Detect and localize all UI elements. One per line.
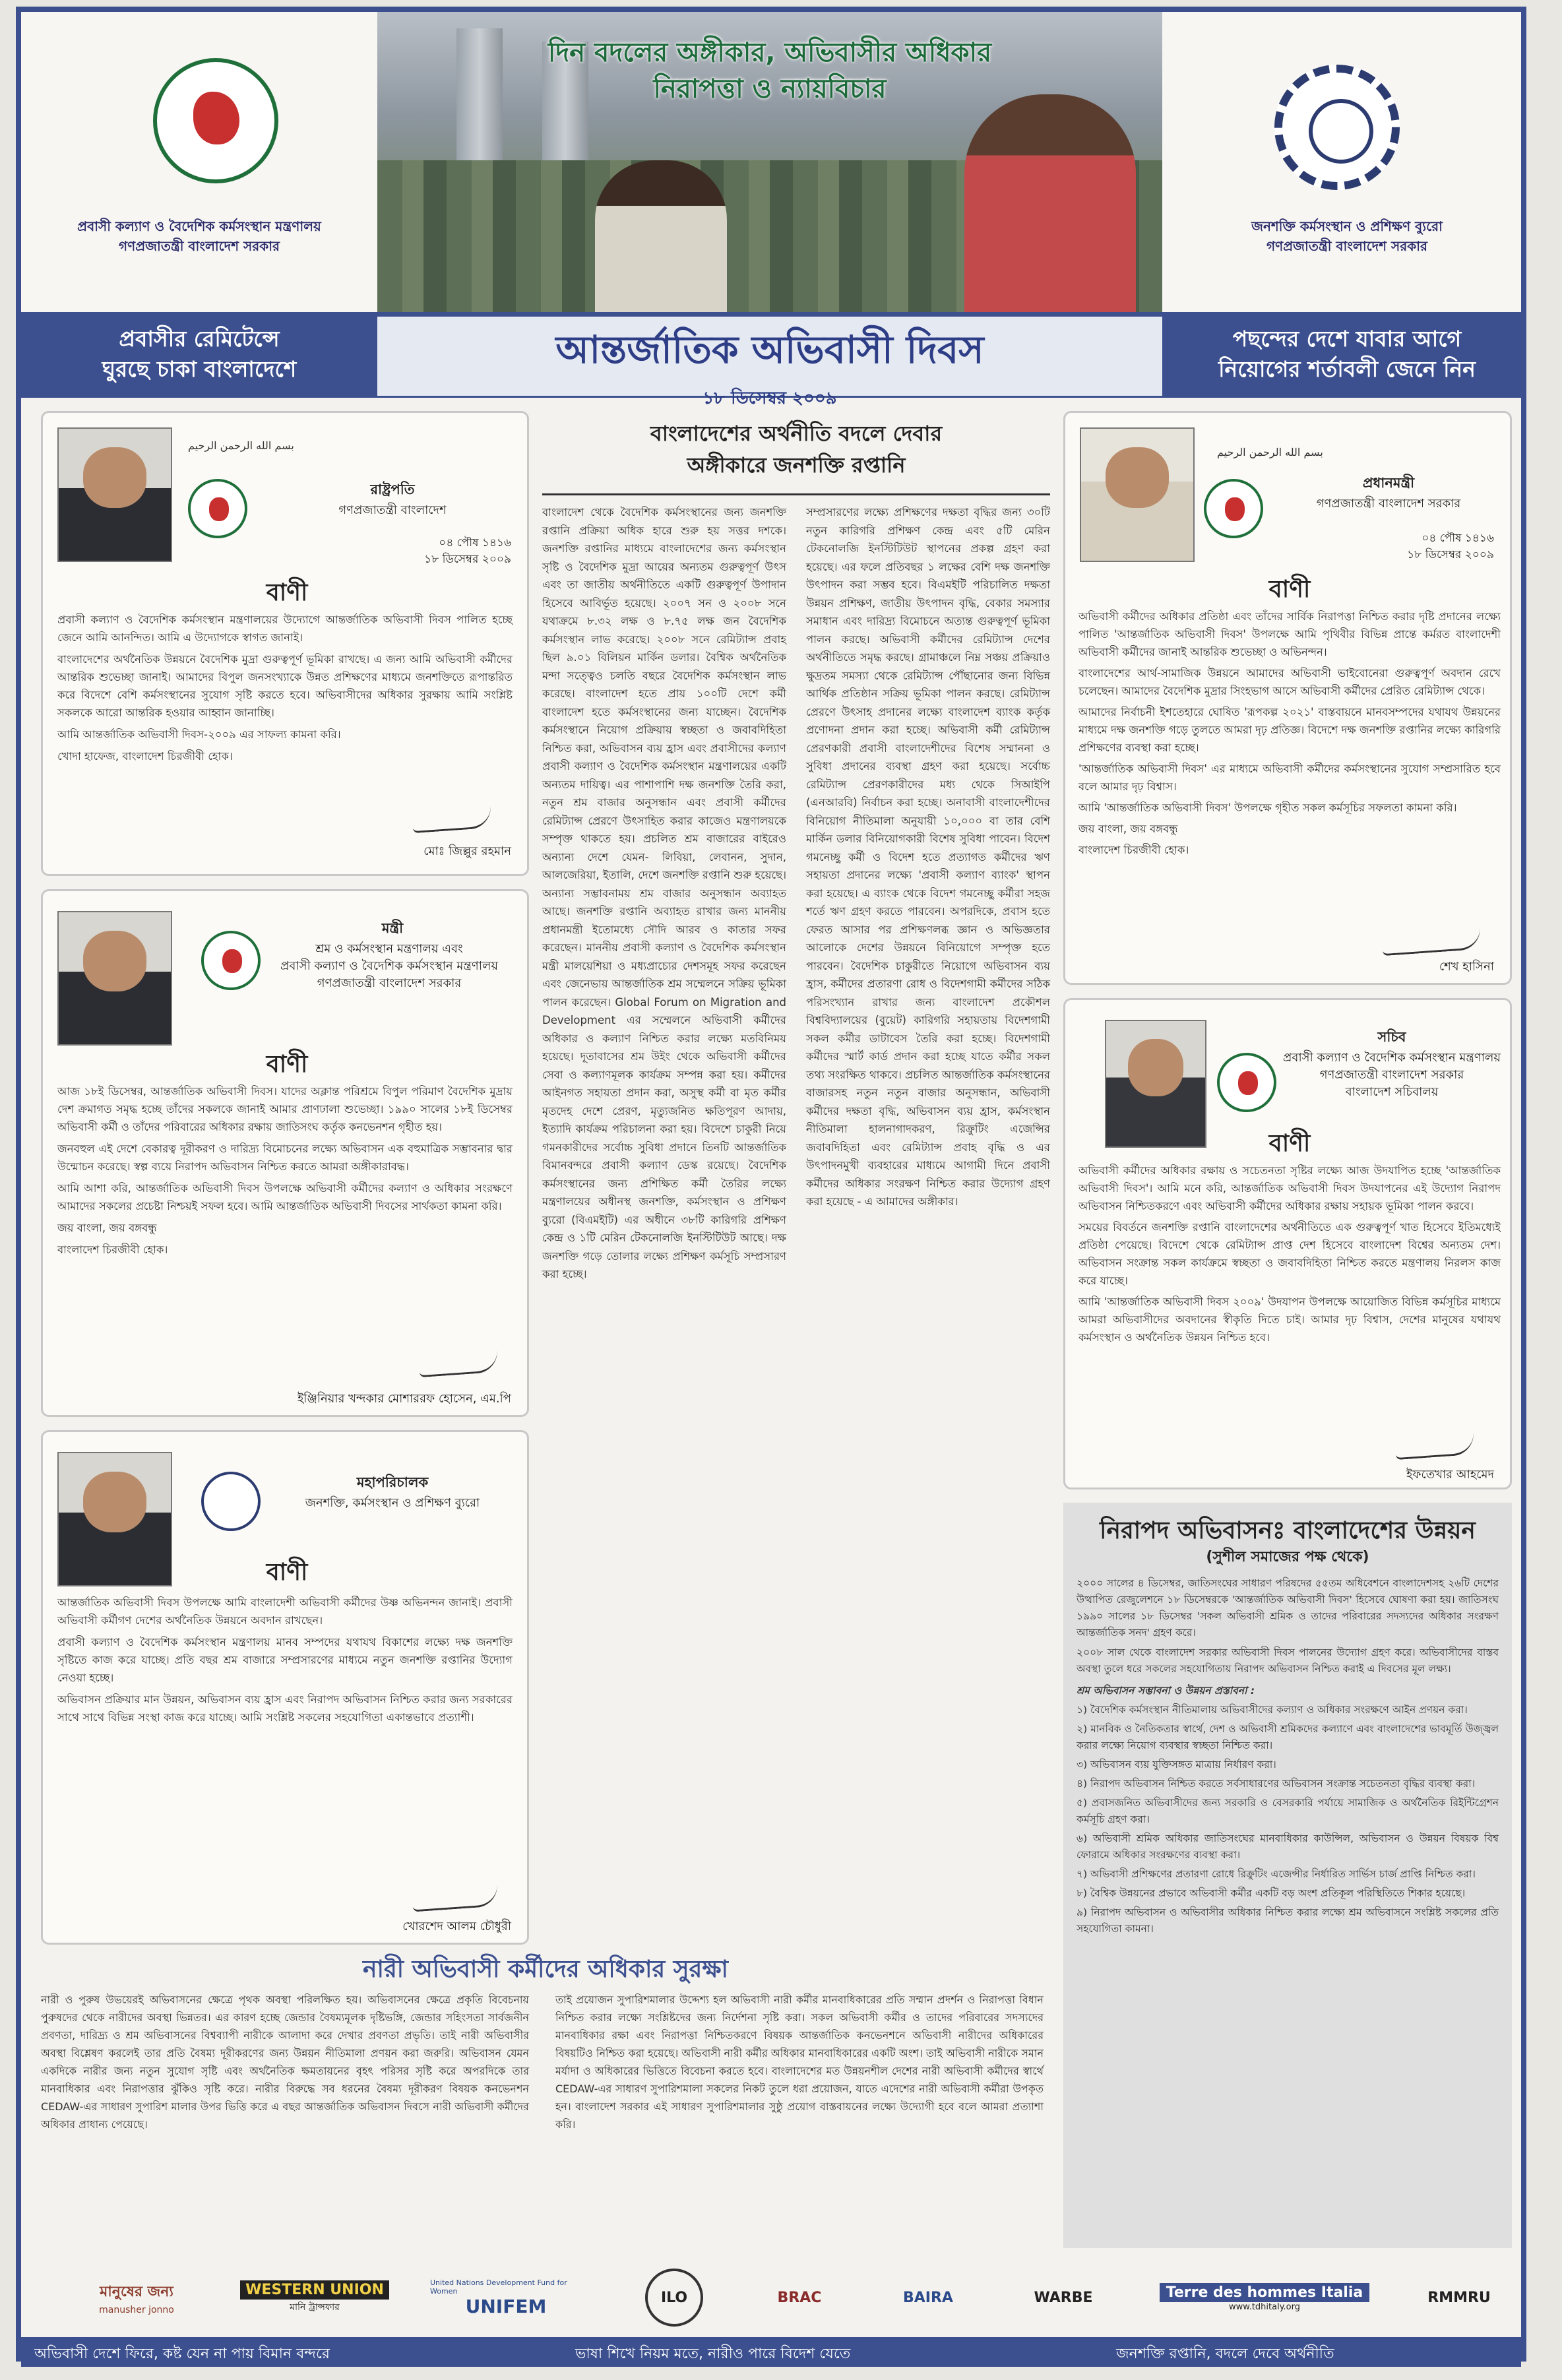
- signature-mark: [1381, 927, 1482, 956]
- footer-slogans: [21, 2337, 1521, 2367]
- advertisement-page: [16, 7, 1526, 2362]
- logo-brac: BRAC: [777, 2289, 822, 2306]
- minister-org: শ্রম ও কর্মসংস্থান মন্ত্রণালয় এবং প্রবাসী কল্যাণ ও বৈদেশিক কর্মসংস্থান মন্ত্রণালয় গণপ্রজাতন্ত্রী বাংলাদেশ সরকার: [280, 942, 498, 990]
- message-heading: বাণী: [266, 579, 308, 606]
- women-rights-right: তাই প্রয়োজন সুপারিশমালার উদ্দেশ্য হল অভিবাসী নারী কর্মীর মানবাধিকারের প্রতি সম্মান প্রদর্শন ও নিরাপত্তা বিধান নিশ্চিত করার লক্ষ্যে সংশ্লিষ্টদের জন্য নির্দেশনা সৃষ্টি করা। সকল অভিবাসী কর্মীর ও তাদের পরিবারের সদস্যদের মানবাধিকার রক্ষা এবং নিরাপত্তা নিশ্চিতকরণে বিষয়ক আন্তর্জাতিক কনভেনশনে অভিবাসী নারীদের অধিকারের বিষয়টিও নিশ্চিত করা হয়েছে। অভিবাসী নারী কর্মীর অধিকার মানবাধিকারের একটি অংশ। তাই অভিবাসী নারীকে সমান মর্যাদা ও অধিকারের ভিত্তিতে বিবেচনা করতে হবে। বাংলাদেশের মত উন্নয়নশীল দেশের নারী অভিবাসী কর্মীদের স্বার্থে CEDAW-এর সাধারণ সুপারিশমালা সকলের নিকট তুলে ধরা প্রয়োজন, যাতে এদেশের নারী অভিবাসী কর্মীরা উপকৃত হন। বাংলাদেশ সরকার এই সাধারণ সুপারিশমালার সুষ্ঠু প্রয়োগ বাস্তবায়নের লক্ষ্যে উদ্যোগী হবে বলে আমরা প্রত্যাশা করি।: [555, 1993, 1044, 2131]
- pm-body: অভিবাসী কর্মীদের অধিকার প্রতিষ্ঠা এবং তাঁদের সার্বিক নিরাপত্তা নিশ্চিত করার দৃষ্টি প্রদানের লক্ষ্যে পালিত 'আন্তর্জাতিক অভিবাসী দিবস' উপলক্ষে আমি পৃথিবীর বিভিন্ন প্রান্তে কর্মরত বাংলাদেশী অভিবাসী কর্মীদের জানাই আন্তরিক শুভেচ্ছা ও অভিনন্দন। বাংলাদেশের আর্থ-সামাজিক উন্নয়নে আমাদের অভিবাসী ভাইবোনেরা গুরুত্বপূর্ণ অবদান রেখে চলেছেন। আমাদের বৈদেশিক মুদ্রার সিংহভাগ আসে অভিবাসী কর্মীদের প্রেরিত রেমিট্যান্স থেকে। আমাদের নির্বাচনী ইশতেহারে ঘোষিত 'রূপকল্প ২০২১' বাস্তবায়নে মানবসম্পদের যথাযথ উন্নয়নের মাধ্যমে দক্ষ জনশক্তি গড়ে তুলতে আমরা দৃঢ় প্রতিজ্ঞ। বিদেশে দক্ষ জনশক্তি রপ্তানির লক্ষ্যে কারিগরি প্রশিক্ষণের ব্যবস্থা করা হচ্ছে। 'আন্তর্জাতিক অভিবাসী দিবস' এর মাধ্যমে অভিবাসী কর্মীদের কর্মসংস্থানের সুযোগ সম্প্রসারিত হবে বলে আমার দৃঢ় বিশ্বাস। আমি 'আন্তর্জাতিক অভিবাসী দিবস' উপলক্ষে গৃহীত সকল কর্মসূচির সফলতা কামনা করি। জয় বাংলা, জয় বঙ্গবন্ধু বাংলাদেশ চিরজীবী হোক।: [1078, 610, 1501, 856]
- safe-migration-box: [1063, 1503, 1512, 2248]
- director-general-message: [41, 1430, 529, 1945]
- signature-mark: [418, 1350, 499, 1377]
- secretary-body: অভিবাসী কর্মীদের অধিকার রক্ষায় ও সচেতনতা সৃষ্টির লক্ষ্যে আজ উদযাপিত হচ্ছে 'আন্তর্জাতিক অভিবাসী দিবস'। আমি মনে করি, আন্তর্জাতিক অভিবাসী দিবস উদযাপনের এই উদ্যোগ নিরাপদ অভিবাসন নিশ্চিতকরণে এবং অভিবাসী কর্মীদের অধিকার রক্ষায় সহায়ক ভূমিকা পালন করবে। সময়ের বিবর্তনে জনশক্তি রপ্তানি বাংলাদেশের অর্থনীতিতে এক গুরুত্বপূর্ণ খাত হিসেবে ইতিমধ্যেই প্রতিষ্ঠা পেয়েছে। বিদেশে থেকে রেমিট্যান্স প্রাপ্ত দেশ হিসেবে বাংলাদেশ বিশ্বের অন্যতম দেশ। অভিবাসন সংক্রান্ত সকল কার্যক্রমে স্বচ্ছতা ও জবাবদিহিতা নিশ্চিত করতে মন্ত্রণালয় নিরলস কাজ করে যাচ্ছে। আমি 'আন্তর্জাতিক অভিবাসী দিবস ২০০৯' উদযাপন উপলক্ষে আয়োজিত বিভিন্ন কর্মসূচির মাধ্যমে আমরা অভিবাসীদের অবদানের স্বীকৃতি দিতে চাই। আমার দৃঢ় বিশ্বাস, দেশের মানুষের যথাযথ কর্মসংস্থান ও অর্থনৈতিক উন্নয়ন নিশ্চিত হবে।: [1078, 1164, 1501, 1344]
- footer-slogan-center: ভাষা শিখে নিয়ম মতে, নারীও পারে বিদেশ যেতে: [575, 2346, 851, 2362]
- safe-migration-subtitle: (সুশীল সমাজের পক্ষ থেকে): [1206, 1549, 1369, 1565]
- signature-mark: [412, 806, 492, 833]
- minister-role: মন্ত্রী: [381, 920, 404, 936]
- demand-item: ৮) বৈশ্বিক উন্নয়নের প্রভাবে অভিবাসী কর্মীর একটি বড় অংশ প্রতিকূল পরিস্থিতিতে শিকার হয়েছে।: [1077, 1887, 1466, 1899]
- logo-unifem: United Nations Development Fund for Women UNIFEM: [430, 2278, 567, 2317]
- right-bureau: জনশক্তি কর্মসংস্থান ও প্রশিক্ষণ ব্যুরো গণপ্রজাতন্ত্রী বাংলাদেশ সরকার: [1251, 218, 1443, 254]
- women-rights-title: নারী অভিবাসী কর্মীদের অধিকার সুরক্ষা: [363, 1956, 728, 1983]
- logo-manusher-jonno: মানুষের জন্য manusher jonno: [99, 2283, 174, 2315]
- header-photo: [377, 12, 1162, 312]
- dg-signature: খোরশেদ আলম চৌধুরী: [402, 1920, 511, 1933]
- pm-date: ০৪ পৌষ ১৪১৬ ১৮ ডিসেম্বর ২০০৯: [1407, 532, 1494, 561]
- women-rights-section: [41, 1951, 1050, 2255]
- president-body: প্রবাসী কল্যাণ ও বৈদেশিক কর্মসংস্থান মন্ত্রণালয়ের উদ্যোগে আন্তর্জাতিক অভিবাসী দিবস পালিত হচ্ছে জেনে আমি আনন্দিত। আমি এ উদ্যোগকে স্বাগত জানাই। বাংলাদেশের অর্থনৈতিক উন্নয়নে বৈদেশিক মুদ্রা গুরুত্বপূর্ণ ভূমিকা রাখছে। এ জন্য আমি অভিবাসী কর্মীদের আন্তরিক শুভেচ্ছা জানাই। আমাদের বিপুল জনসংখ্যাকে উন্নত প্রশিক্ষণের মাধ্যমে জনশক্তিতে রূপান্তরিত করে বিদেশে বেশি কর্মসংস্থানের সুযোগ সৃষ্টি করতে হবে। অভিবাসীদের অধিকার সুরক্ষায় আমি সংশ্লিষ্ট সকলকে আরো আন্তরিক হওয়ার আহ্বান জানাচ্ছি। আমি আন্তর্জাতিক অভিবাসী দিবস-২০০৯ এর সাফল্য কামনা করি। খোদা হাফেজ, বাংলাদেশ চিরজীবী হোক।: [57, 613, 513, 763]
- demand-item: ৯) নিরাপদ অভিবাসন ও অভিবাসীর অধিকার নিশ্চিত করার লক্ষ্যে শ্রম অভিবাসনে সংশ্লিষ্ট সকলের প্রতি সহযোগিতা কামনা।: [1077, 1906, 1499, 1935]
- president-message: [41, 411, 529, 876]
- center-article: [542, 411, 1050, 1941]
- safe-migration-body: ২০০০ সালের ৪ ডিসেম্বর, জাতিসংঘের সাধারণ পরিষদের ৫৫তম অধিবেশনে বাংলাদেশসহ ২৬টি দেশের উত্থাপিত রেজুলেশনে ১৮ ডিসেম্বরকে 'আন্তর্জাতিক অভিবাসী দিবস' হিসেবে ঘোষণা করা হয়। জাতিসংঘ ১৯৯০ সালের ১৮ ডিসেম্বর 'সকল অভিবাসী শ্রমিক ও তাদের পরিবারের সদস্যদের অধিকার সংরক্ষণ আন্তর্জাতিক সনদ' গ্রহণ করে। ২০০৮ সাল থেকে বাংলাদেশ সরকার অভিবাসী দিবস পালনের উদ্যোগ গ্রহণ করে। অভিবাসীদের বাস্তব অবস্থা তুলে ধরে সকলের সহযোগিতায় নিরাপদ অভিবাসন নিশ্চিত করাই এ দিবসের মূল লক্ষ্য। শ্রম অভিবাসন সম্ভাবনা ও উন্নয়ন প্রস্তাবনা : ১) বৈদেশিক কর্মসংস্থান নীতিমালায় অভিবাসীদের কল্যাণ ও অধিকার সংরক্ষণে আইন প্রণয়ন করা। ২) মানবিক ও নৈতিকতার স্বার্থে, দেশ ও অভিবাসী শ্রমিকদের কল্যাণে এবং বাংলাদেশের ভাবমূর্তি উজ্জ্বল করার লক্ষ্যে নিয়োগ ব্যবস্থার স্বচ্ছতা নিশ্চিত করা। ৩) অভিবাসন ব্যয় যুক্তিসঙ্গত মাত্রায় নির্ধারণ করা। ৪) নিরাপদ অভিবাসন নিশ্চিত করতে সর্বসাধারণের অভিবাসন সংক্রান্ত সচেতনতা বৃদ্ধির ব্যবস্থা করা। ৫) প্রবাসজনিত অভিবাসীদের জন্য সরকারি ও বেসরকারি পর্যায়ে সামাজিক ও অর্থনৈতিক রিইন্টিগ্রেশন কর্মসূচি গ্রহণ করা। ৬) অভিবাসী শ্রমিক অধিকার জাতিসংঘের মানবাধিকার কাউন্সিল, অভিবাসন ও উন্নয়ন বিষয়ক বিশ্ব ফোরামে অধিকার সংরক্ষণের ব্যবস্থা করা। ৭) অভিবাসী প্রশিক্ষণের প্রতারণা রোধে রিক্রুটিং এজেন্সীর নির্ধারিত সার্ভিস চার্জ প্রাপ্তি নিশ্চিত করা। ৮) বৈশ্বিক উন্নয়নের প্রভাবে অভিবাসী কর্মীর একটি বড় অংশ প্রতিকূল পরিস্থিতিতে শিকার হয়েছে। ৯) নিরাপদ অভিবাসন ও অভিবাসীর অধিকার নিশ্চিত করার লক্ষ্যে শ্রম অভিবাসনে সংশ্লিষ্ট সকলের প্রতি সহযোগিতা কামনা।: [1077, 1575, 1499, 1940]
- article-title: বাংলাদেশের অর্থনীতি বদলে দেবার অঙ্গীকারে জনশক্তি রপ্তানি: [650, 421, 943, 478]
- state-emblem-icon: [188, 479, 247, 538]
- pm-role: প্রধানমন্ত্রী: [1362, 475, 1415, 491]
- logo-ilo: ILO: [628, 2271, 720, 2324]
- prime-minister-message: [1063, 411, 1512, 985]
- president-org: গণপ্রজাতন্ত্রী বাংলাদেশ: [338, 503, 447, 517]
- logo-warbe: WARBE: [1034, 2289, 1093, 2306]
- banner-left-slogan: প্রবাসীর রেমিটেন্সে ঘুরছে চাকা বাংলাদেশে: [102, 326, 297, 382]
- event-date: ১৮ ডিসেম্বর ২০০৯: [703, 389, 837, 408]
- government-seal: [153, 58, 278, 183]
- safe-migration-title: নিরাপদ অভিবাসনঃ বাংলাদেশের উন্নয়ন: [1100, 1517, 1476, 1544]
- minister-portrait: [57, 911, 172, 1046]
- dg-org: জনশক্তি, কর্মসংস্থান ও প্রশিক্ষণ ব্যুরো: [305, 1496, 480, 1510]
- demand-item: ৩) অভিবাসন ব্যয় যুক্তিসঙ্গত মাত্রায় নির্ধারণ করা।: [1077, 1759, 1276, 1770]
- article-column-2: সম্প্রসারণের লক্ষ্যে প্রশিক্ষণের দক্ষতা বৃদ্ধির জন্য ৩০টি নতুন কারিগরি প্রশিক্ষণ কেন্দ্র এবং ৫টি মেরিন টেকনোলজি ইনস্টিটিউট স্থাপনের প্রকল্প গ্রহণ করা হয়েছে। এর ফলে প্রতিবছর ১ লক্ষের বেশি দক্ষ জনশক্তি উৎপাদন করা সম্ভব হবে। বিএমইটি পরিচালিত দক্ষতা উন্নয়ন প্রশিক্ষণ, জাতীয় উৎপাদন বৃদ্ধি, বেকার সমস্যার সমাধান এবং দারিদ্র্য বিমোচনে অত্যন্ত গুরুত্বপূর্ণ ভূমিকা পালন করছে। অভিবাসী কর্মীদের রেমিট্যান্স দেশের অর্থনীতিতে সমৃদ্ধ করছে। গ্রামাঞ্চলে নিম্ন সঞ্চয় প্রক্রিয়াও ক্ষুদ্রতম সমস্যা থেকে রেমিট্যান্স পৌঁছানোর জন্য বিভিন্ন আর্থিক প্রতিষ্ঠান সক্রিয় ভূমিকা পালন করছে। রেমিট্যান্স প্রেরণে উৎসাহ প্রদানের লক্ষ্যে বাংলাদেশ ব্যাংক কর্তৃক প্রণোদনা প্রদান করা হচ্ছে। অভিবাসী কর্মী রেমিট্যান্স প্রেরণকারী প্রবাসী বাংলাদেশীদের বিশেষ সম্মাননা ও সুবিধা প্রদানের ব্যবস্থা গ্রহণ করা হয়েছে। সর্বোচ্চ রেমিট্যান্স প্রেরণকারীদের মধ্য থেকে সিআইপি (এনআরবি) নির্বাচন করা হচ্ছে। অনাবাসী বাংলাদেশীদের বিনিয়োগ নীতিমালা অনুযায়ী ১০,০০০ বা তার বেশি মার্কিন ডলার বিনিয়োগকারী বিশেষ সুবিধা পাবেন। বিদেশ গমনেচ্ছু কর্মী ও বিদেশ হতে প্রত্যাগত কর্মীদের ঋণ সহায়তা প্রদানের লক্ষ্যে 'প্রবাসী কল্যাণ ব্যাংক' স্থাপন করা হয়েছে। এ ব্যাংক থেকে বিদেশ গমনেচ্ছু কর্মীরা সহজ শর্তে ঋণ গ্রহণ করতে পারবেন। অপরদিকে, প্রবাস হতে ফেরত আসার পর প্রশিক্ষণলব্ধ জ্ঞান ও অভিজ্ঞতার আলোকে দেশের উন্নয়নে বিনিয়োগে সম্পৃক্ত হতে পারবেন। বৈদেশিক চাকুরীতে নিয়োগে অভিবাসন ব্যয় হ্রাস, কর্মীদের প্রতারণা রোধ ও বিদেশগামী কর্মীদের সঠিক পরিসংখ্যান রাখার জন্য বাংলাদেশ প্রকৌশল বিশ্ববিদ্যালয়ের (বুয়েট) কারিগরি সহায়তায় বিদেশগামী সকল কর্মীর ডাটাবেস তৈরি করা হচ্ছে। বিদেশগামী কর্মীদের স্মার্ট কার্ড প্রদান করা হচ্ছে যাতে কর্মীর সকল তথ্য সংরক্ষিত থাকবে। প্রচলিত আন্তর্জাতিক কর্মসংস্থানের বাজারসহ নতুন নতুন বাজার অনুসন্ধান, অভিবাসী কর্মীদের দক্ষতা বৃদ্ধি, অভিবাসন ব্যয় হ্রাস, কর্মসংস্থান নীতিমালা হালনাগাদকরণ, রিক্রুটিং এজেন্সির জবাবদিহিতা এবং রেমিট্যান্স প্রবাহ বৃদ্ধি ও এর উৎপাদনমুখী ব্যবহারের মাধ্যমে আগামী দিনে প্রবাসী কর্মীদের অধিকার সংরক্ষণ নিশ্চিত করার উদ্যোগ গ্রহণ করা হয়েছে - এ আমাদের অঙ্গীকার।: [806, 506, 1050, 1208]
- logo-terre-des-hommes: Terre des hommes Italia www.tdhitaly.org: [1156, 2271, 1373, 2324]
- demand-item: ১) বৈদেশিক কর্মসংস্থান নীতিমালায় অভিবাসীদের কল্যাণ ও অধিকার সংরক্ষণে আইন প্রণয়ন করা।: [1077, 1704, 1468, 1716]
- logo-rmmru: RMMRU: [1427, 2289, 1491, 2306]
- footer-slogan-right: জনশক্তি রপ্তানি, বদলে দেবে অর্থনীতি: [1116, 2346, 1334, 2362]
- president-role: রাষ্ট্রপতি: [370, 482, 415, 497]
- pm-signature: শেখ হাসিনা: [1439, 960, 1494, 974]
- headline-line1: দিন বদলের অঙ্গীকার, অভিবাসীর অধিকার: [547, 38, 992, 68]
- man-figure: [595, 160, 727, 312]
- minister-message: [41, 889, 529, 1417]
- logo-western-union: WESTERN UNION মানি ট্রান্সফার: [239, 2271, 390, 2324]
- minister-body: আজ ১৮ই ডিসেম্বর, আন্তর্জাতিক অভিবাসী দিবস। যাদের অক্লান্ত পরিশ্রমে বিপুল পরিমাণ বৈদেশিক মুদ্রায় দেশ ক্রমাগত সমৃদ্ধ হচ্ছে তাঁদের সকলকে জানাই আমার প্রাণঢালা শুভেচ্ছা। ১৯৯০ সালের ১৮ই ডিসেম্বর অভিবাসী কর্মী ও তাঁদের পরিবারের অধিকার রক্ষায় জাতিসংঘ কর্তৃক কনভেনশন গৃহীত হয়। জনবহুল এই দেশে বেকারত্ব দূরীকরণ ও দারিদ্র্য বিমোচনের লক্ষ্যে অভিবাসন এক বহুমাত্রিক সম্ভাবনার দ্বার উন্মোচন করেছে। স্বল্প ব্যয়ে নিরাপদ অভিবাসন নিশ্চিত করতে আমরা অঙ্গীকারাবদ্ধ। আমি আশা করি, আন্তর্জাতিক অভিবাসী দিবস উপলক্ষে অভিবাসী কর্মীদের কল্যাণ ও অধিকার সংরক্ষণে আমাদের সকলের প্রচেষ্টা নিশ্চয়ই সফল হবে। আমি আন্তর্জাতিক অভিবাসী দিবসের সার্থকতা কামনা করি। জয় বাংলা, জয় বঙ্গবন্ধু বাংলাদেশ চিরজীবী হোক।: [57, 1085, 513, 1256]
- headline-line2: নিরাপত্তা ও ন্যায়বিচার: [653, 74, 887, 104]
- article-column-1: বাংলাদেশ থেকে বৈদেশিক কর্মসংস্থানের জন্য জনশক্তি রপ্তানি প্রক্রিয়া অধিক হারে শুরু হয় সত্তর দশকে। জনশক্তি রপ্তানির মাধ্যমে বাংলাদেশের জন্য কর্মসংস্থান সৃষ্টি ও বৈদেশিক মুদ্রা আয়ের অন্যতম গুরুত্বপূর্ণ উৎস এবং তা জাতীয় অর্থনীতিতে একটি গুরুত্বপূর্ণ উপাদান হিসেবে আবির্ভূত হয়েছে। ২০০৭ সন ও ২০০৮ সনে যথাক্রমে ৮.৩২ লক্ষ ও ৮.৭৫ লক্ষ জন বৈদেশিক কর্মসংস্থান লাভ করেছে। ২০০৮ সনে রেমিট্যান্স প্রবাহ ছিল ৯.০১ বিলিয়ন মার্কিন ডলার। বৈশ্বিক অর্থনৈতিক মন্দা সত্ত্বেও চলতি বছরে বৈদেশিক কর্মসংস্থান লাভ করেছে। বাংলাদেশ হতে প্রায় ১০০টি দেশে কর্মী বাংলাদেশ হতে কর্মসংস্থানের জন্য যাচ্ছেন। বৈদেশিক কর্মসংস্থানে নিয়োগ প্রক্রিয়ায় স্বচ্ছতা ও জবাবদিহিতা নিশ্চিত করা, অভিবাসন ব্যয় হ্রাস এবং প্রবাসীদের কল্যাণ প্রবাসী কল্যাণ ও বৈদেশিক কর্মসংস্থান মন্ত্রণালয়ের একটি অন্যতম দায়িত্ব। এর পাশাপাশি দক্ষ জনশক্তি তৈরি করা, নতুন শ্রম বাজার অনুসন্ধান এবং প্রবাসী কর্মীদের রেমিট্যান্স প্রেরণে উৎসাহিত করার কাজেও মন্ত্রণালয়কে সম্পৃক্ত থাকতে হয়। প্রচলিত শ্রম বাজারের বাইরেও অন্যান্য দেশে যেমন- লিবিয়া, লেবানন, সুদান, আলজেরিয়া, ইতালি, দেশে জনশক্তি রপ্তানি শুরু হয়েছে। অন্যান্য সম্ভাবনাময় শ্রম বাজার অনুসন্ধান অব্যাহত আছে। জনশক্তি রপ্তানি অব্যাহত রাখার জন্য মাননীয় প্রধানমন্ত্রী ইতোমধ্যে সৌদি আরব ও কাতার সফর করেছেন। মাননীয় প্রবাসী কল্যাণ ও বৈদেশিক কর্মসংস্থান মন্ত্রী মালয়েশিয়া ও মধ্যপ্রাচ্যের দেশসমূহ সফর করেছেন এবং জেনেভায় আন্তর্জাতিক শ্রম সম্মেলনে সক্রিয় ভূমিকা পালন করেছেন। Global Forum on Migration and Development এর সম্মেলনে অভিবাসী কর্মীদের অধিকার ও কল্যাণ নিশ্চিত করার লক্ষ্যে মতবিনিময় হয়েছে। দূতাবাসের শ্রম উইং থেকে অভিবাসী কর্মীদের সেবা ও কল্যাণমূলক কার্যক্রম সম্পন্ন করা হয়। কর্মীদের আইনগত সহায়তা প্রদান করা, অসুস্থ কর্মী বা মৃত কর্মীর মৃতদেহ দেশে প্রেরণ, মৃত্যুজনিত ক্ষতিপূরণ আদায়, ইত্যাদি কার্যক্রম পরিচালনা করা হয়। বিদেশে চাকুরী নিয়ে গমনকারীদের সর্বোচ্চ সুবিধা প্রদানে তিনটি আন্তর্জাতিক বিমানবন্দরে প্রবাসী কল্যাণ ডেস্ক রয়েছে। বৈদেশিক কর্মসংস্থানের জন্য প্রশিক্ষিত কর্মী তৈরির লক্ষ্যে মন্ত্রণালয়ের অধীনস্থ জনশক্তি, কর্মসংস্থান ও প্রশিক্ষণ ব্যুরো (বিএমইটি) এর অধীনে ৩৮টি কারিগরি প্রশিক্ষণ কেন্দ্র ও ১টি মেরিন টেকনোলজি ইনস্টিটিউট আছে। দক্ষ জনশক্তি গড়ে তোলার লক্ষ্যে প্রশিক্ষণ কর্মসূচি সম্প্রসারণ করা হচ্ছে।: [542, 506, 786, 1280]
- demands-list: [1077, 1702, 1499, 1937]
- signature-mark: [412, 1885, 499, 1912]
- footer-slogan-left: অভিবাসী দেশে ফিরে, কষ্ট যেন না পায় বিমান বন্দরে: [34, 2346, 330, 2362]
- dg-role: মহাপরিচালক: [356, 1474, 429, 1490]
- woman-figure: [964, 94, 1136, 312]
- title-rule: [542, 493, 1050, 495]
- gear-logo-icon: [201, 1472, 261, 1531]
- secretary-org: প্রবাসী কল্যাণ ও বৈদেশিক কর্মসংস্থান মন্ত্রণালয় গণপ্রজাতন্ত্রী বাংলাদেশ সরকার বাংলাদেশ সচিবালয়: [1283, 1051, 1501, 1099]
- sponsor-logo-strip: [21, 2258, 1521, 2337]
- demand-item: ২) মানবিক ও নৈতিকতার স্বার্থে, দেশ ও অভিবাসী শ্রমিকদের কল্যাণে এবং বাংলাদেশের ভাবমূর্তি উজ্জ্বল করার লক্ষ্যে নিয়োগ ব্যবস্থার স্বচ্ছতা নিশ্চিত করা।: [1077, 1723, 1499, 1751]
- demand-item: ৭) অভিবাসী প্রশিক্ষণের প্রতারণা রোধে রিক্রুটিং এজেন্সীর নির্ধারিত সার্ভিস চার্জ প্রাপ্তি নিশ্চিত করা।: [1077, 1868, 1476, 1880]
- page-title: আন্তর্জাতিক অভিবাসী দিবস: [555, 327, 984, 372]
- state-emblem-icon: [201, 931, 261, 990]
- bmet-gear-logo: [1274, 65, 1400, 190]
- banner-right-slogan: পছন্দের দেশে যাবার আগে নিয়োগের শর্তাবলী জেনে নিন: [1218, 326, 1476, 382]
- minister-signature: ইঞ্জিনিয়ার খন্দকার মোশাররফ হোসেন, এম.পি: [297, 1392, 511, 1406]
- left-ministry: প্রবাসী কল্যাণ ও বৈদেশিক কর্মসংস্থান মন্ত্রণালয় গণপ্রজাতন্ত্রী বাংলাদেশ সরকার: [77, 218, 321, 254]
- pm-org: গণপ্রজাতন্ত্রী বাংলাদেশ সরকার: [1316, 497, 1461, 511]
- message-heading: বাণী: [1268, 1130, 1311, 1157]
- state-emblem-icon: [1204, 479, 1263, 538]
- bismillah: بسم الله الرحمن الرحيم: [188, 439, 294, 452]
- bismillah: بسم الله الرحمن الرحيم: [1217, 446, 1323, 458]
- prime-minister-portrait: [1080, 427, 1195, 562]
- demand-item: ৬) অভিবাসী শ্রমিক অধিকার জাতিসংঘের মানবাধিকার কাউন্সিল, অভিবাসন ও উন্নয়ন বিষয়ক বিশ্ব ফোরামে অধিকার সংরক্ষণের ব্যবস্থা করা।: [1077, 1832, 1499, 1861]
- secretary-message: [1063, 998, 1512, 1489]
- secretary-signature: ইফতেখার আহমেদ: [1406, 1468, 1494, 1482]
- gear-icon: [1309, 99, 1373, 164]
- signature-mark: [1394, 1433, 1475, 1460]
- president-signature: মোঃ জিল্লুর রহমান: [423, 844, 511, 858]
- secretary-role: সচিব: [1377, 1029, 1406, 1045]
- message-heading: বাণী: [1268, 576, 1311, 603]
- dg-body: আন্তর্জাতিক অভিবাসী দিবস উপলক্ষে আমি বাংলাদেশী অভিবাসী কর্মীদের উষ্ণ অভিনন্দন জানাই। প্রবাসী অভিবাসী কর্মীগণ দেশের অর্থনৈতিক উন্নয়নে অবদান রাখছেন। প্রবাসী কল্যাণ ও বৈদেশিক কর্মসংস্থান মন্ত্রণালয় মানব সম্পদের যথাযথ বিকাশের লক্ষ্যে দক্ষ জনশক্তি সৃষ্টিতে কাজ করে যাচ্ছে। প্রতি বছর শ্রম বাজারে সম্প্রসারণের মাধ্যমে নতুন জনশক্তি রপ্তানির উদ্যোগ নেওয়া হচ্ছে। অভিবাসন প্রক্রিয়ার মান উন্নয়ন, অভিবাসন ব্যয় হ্রাস এবং নিরাপদ অভিবাসন নিশ্চিত করার জন্য সরকারের সাথে সাথে বিভিন্ন সংস্থা কাজ করে যাচ্ছে। আমি সংশ্লিষ্ট সকলের সহযোগিতা একান্তভাবে প্রত্যাশী।: [57, 1596, 513, 1724]
- president-date: ০৪ পৌষ ১৪১৬ ১৮ ডিসেম্বর ২০০৯: [424, 536, 511, 566]
- president-portrait: [57, 427, 172, 562]
- state-emblem-icon: [1217, 1053, 1276, 1112]
- message-heading: বাণী: [266, 1051, 308, 1078]
- header: [21, 12, 1521, 312]
- bangladesh-map-icon: [193, 92, 239, 144]
- message-heading: বাণী: [266, 1559, 308, 1586]
- day-title-box: [377, 317, 1162, 408]
- logo-baira: BAIRA: [903, 2289, 953, 2306]
- demand-item: ৪) নিরাপদ অভিবাসন নিশ্চিত করতে সর্বসাধারণের অভিবাসন সংক্রান্ত সচেতনতা বৃদ্ধির ব্যবস্থা করা।: [1077, 1778, 1476, 1790]
- demand-item: ৫) প্রবাসজনিত অভিবাসীদের জন্য সরকারি ও বেসরকারি পর্যায়ে সামাজিক ও অর্থনৈতিক রিইন্টিগ্রেশন কর্মসূচি গ্রহণ করা।: [1077, 1797, 1499, 1825]
- women-rights-left: নারী ও পুরুষ উভয়েরই অভিবাসনের ক্ষেত্রে পৃথক অবস্থা পরিলক্ষিত হয়। অভিবাসনের ক্ষেত্রে প্রকৃতি বিবেচনায় পুরুষদের থেকে নারীদের অবস্থা ভিন্নতর। এর কারণ হচ্ছে জেন্ডার বৈষম্যমূলক দৃষ্টিভঙ্গি, জেন্ডার সহিংসতা সার্বজনীন প্রবণতা, দারিদ্র্য ও শ্রম অভিবাসনের বিশ্বব্যাপী নারীকে আলাদা করে দেখার প্রবণতা প্রভৃতি। তাই নারী অভিবাসীর অবস্থা বিশ্লেষণ করলেই তার প্রতি বৈষম্য দূরীকরণের জন্য উন্নয়ন নীতিমালা প্রণয়ন করা জরুরি। অভিবাসন যেমন একদিকে নারীর জন্য নতুন সুযোগ সৃষ্টি এবং অর্থনৈতিক ক্ষমতায়নের বৃহৎ পরিসর সৃষ্টি করে অপরদিকে তার মানবাধিকার এবং নিরাপত্তার ঝুঁকিও সৃষ্টি করে। নারীর বিরুদ্ধে সব ধরনের বৈষম্য দূরীকরণ বিষয়ক কনভেনশন CEDAW-এর সাধারণ সুপারিশ মালার উপর ভিত্তি করে এ বছর আন্তর্জাতিক অভিবাসন দিবসে নারী অভিবাসী কর্মীদের অধিকার প্রাধান্য পেয়েছে।: [41, 1993, 529, 2131]
